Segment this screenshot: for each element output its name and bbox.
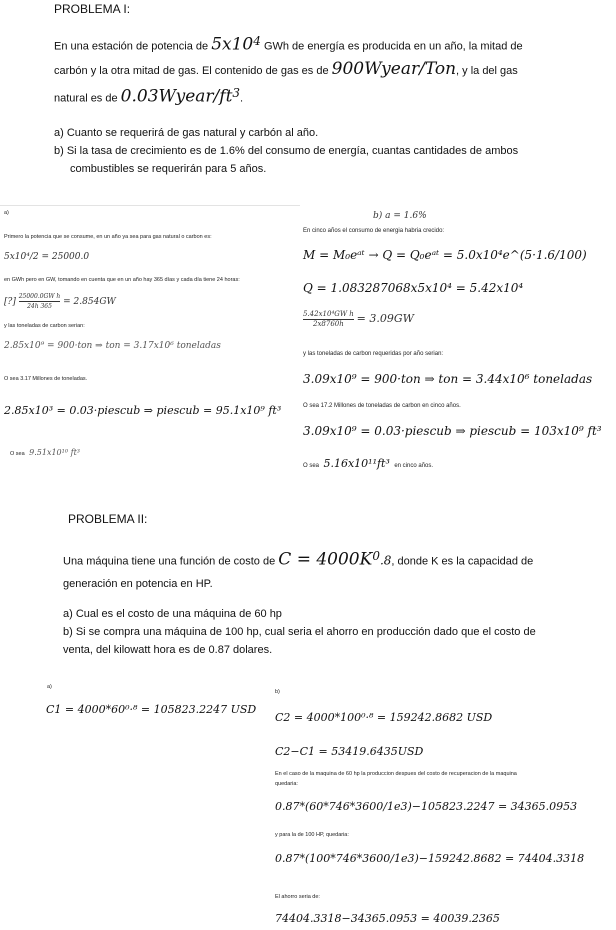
p2-text-1a: En el caso de la maquina de 60 hp la produccion despues del costo de recuperacion de la maquina (275, 771, 517, 777)
question-2a: a) Cual es el costo de una máquina de 60 hp (63, 608, 282, 620)
p2-text-1b: quedaria: (275, 781, 298, 787)
problem-2-title: PROBLEMA II: (68, 512, 148, 526)
conclusion-value: 9.51x10¹⁰ ft³ (29, 448, 80, 457)
p2-equation-c1: C1 = 4000*60⁰·⁸ = 105823.2247 USD (46, 703, 257, 716)
left-conclusion (10, 442, 80, 460)
problem-1-title: PROBLEMA I: (54, 2, 131, 16)
statement-text: En una estación de potencia de (54, 40, 209, 53)
left-equation-1: 5x10⁴/2 = 25000.0 (4, 252, 90, 262)
power-formula: 5x10 (211, 34, 254, 55)
right-equation-4: 3.09x10⁹ = 900·ton ⇒ ton = 3.44x10⁶ toneladas (303, 372, 593, 386)
problem-2-statement (63, 545, 603, 595)
question-2b-cont: venta, del kilowatt hora es de 0.87 dolares. (63, 644, 273, 656)
right-equation-1: M = M₀eᵃᵗ → Q = Q₀eᵃᵗ = 5.0x10⁴e^(5·1.6/100) (303, 248, 587, 262)
question-b: b) Si la tasa de crecimiento es de 1.6% del consumo de energía, cuantas cantidades de ambos (54, 145, 519, 157)
statement-text: Una máquina tiene una función de costo de (63, 555, 276, 568)
right-equation-5: 3.09x10⁹ = 0.03·piescub ⇒ piescub = 103x10⁹ ft³ (303, 424, 602, 438)
p2-equation-100hp: 0.87*(100*746*3600/1e3)−159242.8682 = 74404.3318 (275, 852, 585, 865)
cost-exponent-tail: .8 (379, 553, 392, 568)
fraction-denominator: 24h 365 (27, 303, 52, 310)
left-section-label: a) (4, 210, 9, 216)
p2-left-label: a) (47, 684, 52, 690)
question-b-cont: combustibles se requerirán para 5 años. (70, 163, 267, 175)
left-text-1: Primero la potencia que se consume, en un año ya sea para gas natural o carbon es: (4, 234, 212, 240)
statement-text: natural es de (54, 92, 118, 105)
conclusion-label: O sea (303, 463, 320, 469)
p2-text-3: El ahorro seria de: (275, 894, 320, 900)
statement-text: carbón y la otra mitad de gas. El contenido de gas es de (54, 64, 329, 77)
fraction-denominator: 2x8760h (313, 320, 344, 328)
question-a: a) Cuanto se requerirá de gas natural y carbón al año. (54, 127, 319, 139)
fraction-numerator: 25000.0GW h (18, 293, 61, 300)
statement-text: GWh de energía es producida en un año, la mitad de (263, 40, 523, 53)
problem-1-statement (54, 30, 584, 109)
p2-equation-c2: C2 = 4000*100⁰·⁸ = 159242.8682 USD (275, 711, 493, 724)
conclusion-label: O sea (10, 451, 25, 457)
right-equation-3 (303, 310, 414, 329)
statement-text: , y la del gas (456, 64, 518, 77)
statement-text: . (240, 92, 244, 105)
natural-gas-exponent: 3 (232, 85, 241, 100)
natural-gas-formula: 0.03Wyear/ft (120, 86, 233, 107)
question-2b: b) Si se compra una máquina de 100 hp, cual seria el ahorro en producción dado que el costo de (63, 626, 536, 638)
p2-equation-diff: C2−C1 = 53419.6435USD (275, 745, 424, 758)
equation-result: = 2.854GW (63, 297, 116, 307)
cost-formula: C = 4000K (278, 549, 373, 570)
cost-exponent: 0 (372, 549, 380, 563)
statement-text: generación en potencia en HP. (63, 577, 213, 590)
gas-content-formula: 900Wyear/Ton (331, 58, 457, 79)
conclusion-suffix: en cinco años. (394, 463, 434, 469)
left-text-3: y las toneladas de carbon serian: (4, 323, 85, 329)
right-section-label (373, 211, 427, 221)
equation-result: = 3.09GW (356, 312, 414, 325)
fraction-numerator: 5.42x10⁴GW h (303, 310, 354, 318)
divider (0, 205, 300, 206)
p2-text-2: y para la de 100 HP, quedaria: (275, 832, 349, 838)
p2-equation-60hp: 0.87*(60*746*3600/1e3)−105823.2247 = 34365.0953 (275, 800, 578, 813)
p2-right-label: b) (275, 689, 280, 695)
growth-rate: b) a = 1.6% (373, 211, 427, 221)
conclusion-value: 5.16x10¹¹ft³ (323, 457, 390, 470)
right-equation-2: Q = 1.083287068x5x10⁴ = 5.42x10⁴ (303, 281, 524, 295)
left-equation-3: 2.85x10⁹ = 900·ton ⇒ ton = 3.17x10⁶ toneladas (4, 341, 221, 351)
right-text-3: O sea 17.2 Millones de toneladas de carbon en cinco años. (303, 403, 461, 409)
left-equation-4: 2.85x10³ = 0.03·piescub ⇒ piescub = 95.1x10⁹ ft³ (4, 404, 282, 417)
left-text-4: O sea 3.17 Millones de toneladas. (4, 376, 88, 382)
left-text-2: en GWh pero en GW, tomando en cuenta que en un año hay 365 días y cada día tiene 24 horas: (4, 277, 240, 283)
right-conclusion (303, 454, 433, 472)
p2-equation-savings: 74404.3318−34365.0953 = 40039.2365 (275, 912, 500, 925)
right-text-1: En cinco años el consumo de energia habria crecido: (303, 228, 445, 234)
statement-text: , donde K es la capacidad de (391, 555, 534, 568)
power-exponent: 4 (253, 34, 261, 48)
broken-image-marker: [?] (4, 297, 16, 307)
right-text-2: y las toneladas de carbon requeridas por año serian: (303, 351, 444, 357)
left-equation-2 (4, 292, 116, 311)
